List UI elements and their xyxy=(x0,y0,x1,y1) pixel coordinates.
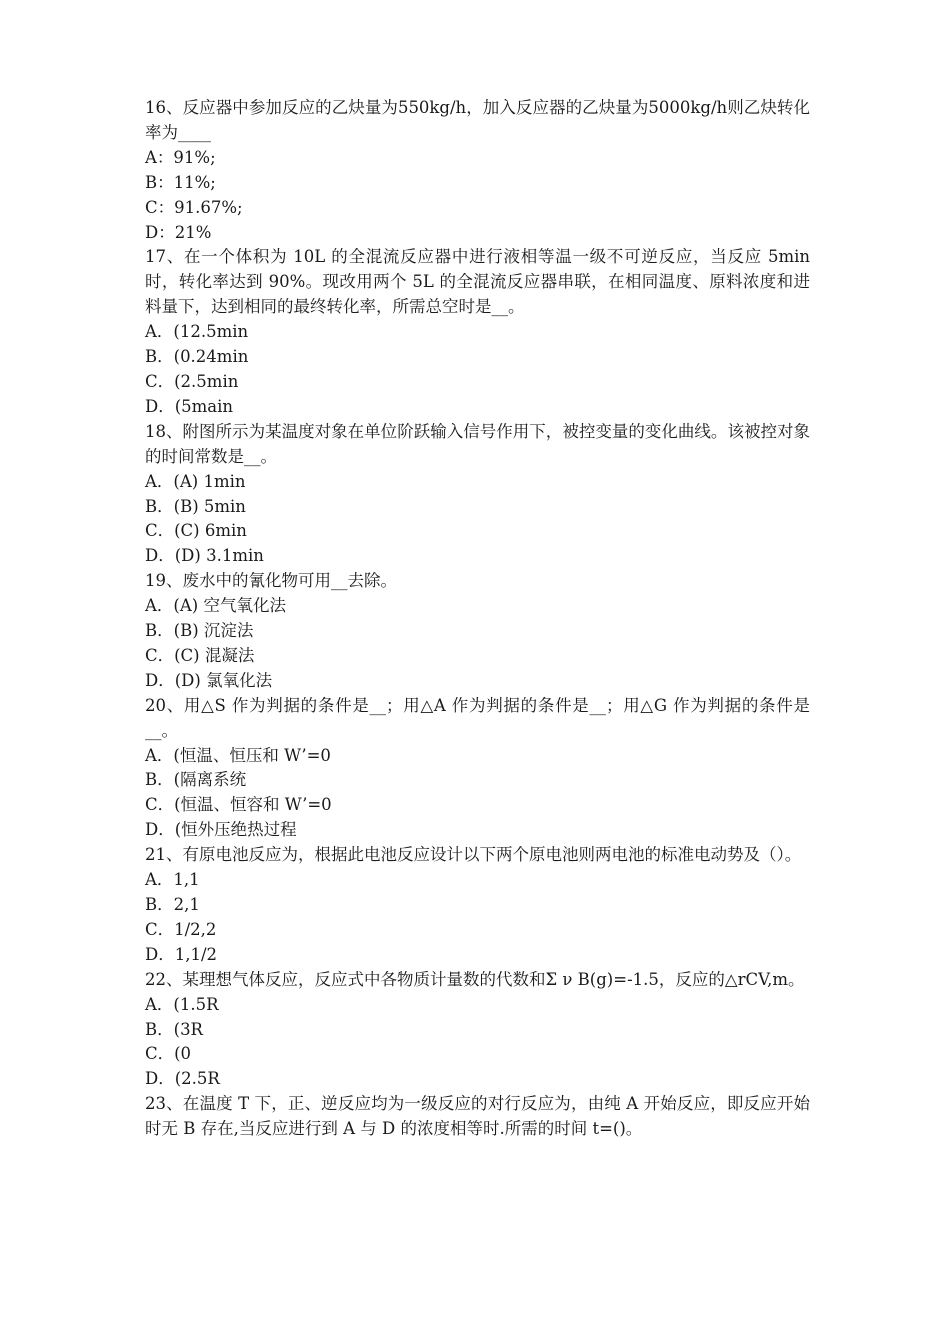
question-stem: 19、废水中的氰化物可用__去除。 xyxy=(145,571,397,591)
option-d: D．(恒外压绝热过程 xyxy=(145,820,297,840)
question-20 xyxy=(145,694,810,843)
option-d: D．(2.5R xyxy=(145,1069,220,1089)
question-23 xyxy=(145,1092,810,1142)
option-d: D．(D) 氯氧化法 xyxy=(145,670,273,690)
option-a: A：91%; xyxy=(145,147,216,167)
option-c: C．(C) 混凝法 xyxy=(145,645,255,665)
option-a: A．1,1 xyxy=(145,870,200,890)
option-b: B．(B) 沉淀法 xyxy=(145,621,254,641)
document-page xyxy=(145,96,810,1142)
option-b: B．(3R xyxy=(145,1019,203,1039)
option-c: C：91.67%; xyxy=(145,197,243,217)
option-d: D．(5main xyxy=(145,396,234,416)
question-17 xyxy=(145,245,810,419)
option-b: B：11%; xyxy=(145,172,216,192)
option-a: A．(A) 空气氧化法 xyxy=(145,596,286,616)
option-b: B．2,1 xyxy=(145,895,200,914)
option-c: C．(0 xyxy=(145,1044,192,1064)
option-d: D：21% xyxy=(145,222,212,242)
option-c: C．(恒温、恒容和 W’=0 xyxy=(145,795,332,815)
option-b: B．(B) 5min xyxy=(145,496,246,516)
option-a: A．(1.5R xyxy=(145,994,219,1014)
option-b: B．(隔离系统 xyxy=(145,770,247,790)
option-a: A．(12.5min xyxy=(145,322,249,342)
question-18 xyxy=(145,420,810,569)
question-stem: 22、某理想气体反应，反应式中各物质计量数的代数和Σ ν B(g)=-1.5，反应的△rCV,m。 xyxy=(145,969,805,989)
question-21 xyxy=(145,843,810,968)
option-d: D．1,1/2 xyxy=(145,944,218,964)
option-c: C．1/2,2 xyxy=(145,919,217,939)
option-b: B．(0.24min xyxy=(145,347,249,367)
question-stem: 21、有原电池反应为，根据此电池反应设计以下两个原电池则两电池的标准电动势及（）。 xyxy=(145,845,802,865)
question-16 xyxy=(145,96,810,245)
question-19 xyxy=(145,569,810,694)
option-a: A．(A) 1min xyxy=(145,471,246,491)
question-stem: 18、附图所示为某温度对象在单位阶跃输入信号作用下，被控变量的变化曲线。该被控对象的时间常数是__。 xyxy=(145,421,810,466)
question-stem: 23、在温度 T 下，正、逆反应均为一级反应的对行反应为，由纯 A 开始反应，即反应开始时无 B 存在,当反应进行到 A 与 D 的浓度相等时.所需的时间 t=()。 xyxy=(145,1094,810,1139)
option-d: D．(D) 3.1min xyxy=(145,546,264,566)
question-22 xyxy=(145,968,810,1093)
option-c: C．(C) 6min xyxy=(145,521,247,541)
question-stem: 17、在一个体积为 10L 的全混流反应器中进行液相等温一级不可逆反应，当反应 5min时，转化率达到 90%。现改用两个 5L 的全混流反应器串联，在相同温度、原料浓度和进料量下，达到相同的最终转化率，所需总空时是__。 xyxy=(145,247,810,317)
question-stem: 16、反应器中参加反应的乙炔量为550kg/h，加入反应器的乙炔量为5000kg/h则乙炔转化率为____ xyxy=(145,98,810,142)
option-a: A．(恒温、恒压和 W’=0 xyxy=(145,745,331,765)
question-stem: 20、用△S 作为判据的条件是__；用△A 作为判据的条件是__；用△G 作为判据的条件是__。 xyxy=(145,695,810,740)
option-c: C．(2.5min xyxy=(145,371,239,391)
